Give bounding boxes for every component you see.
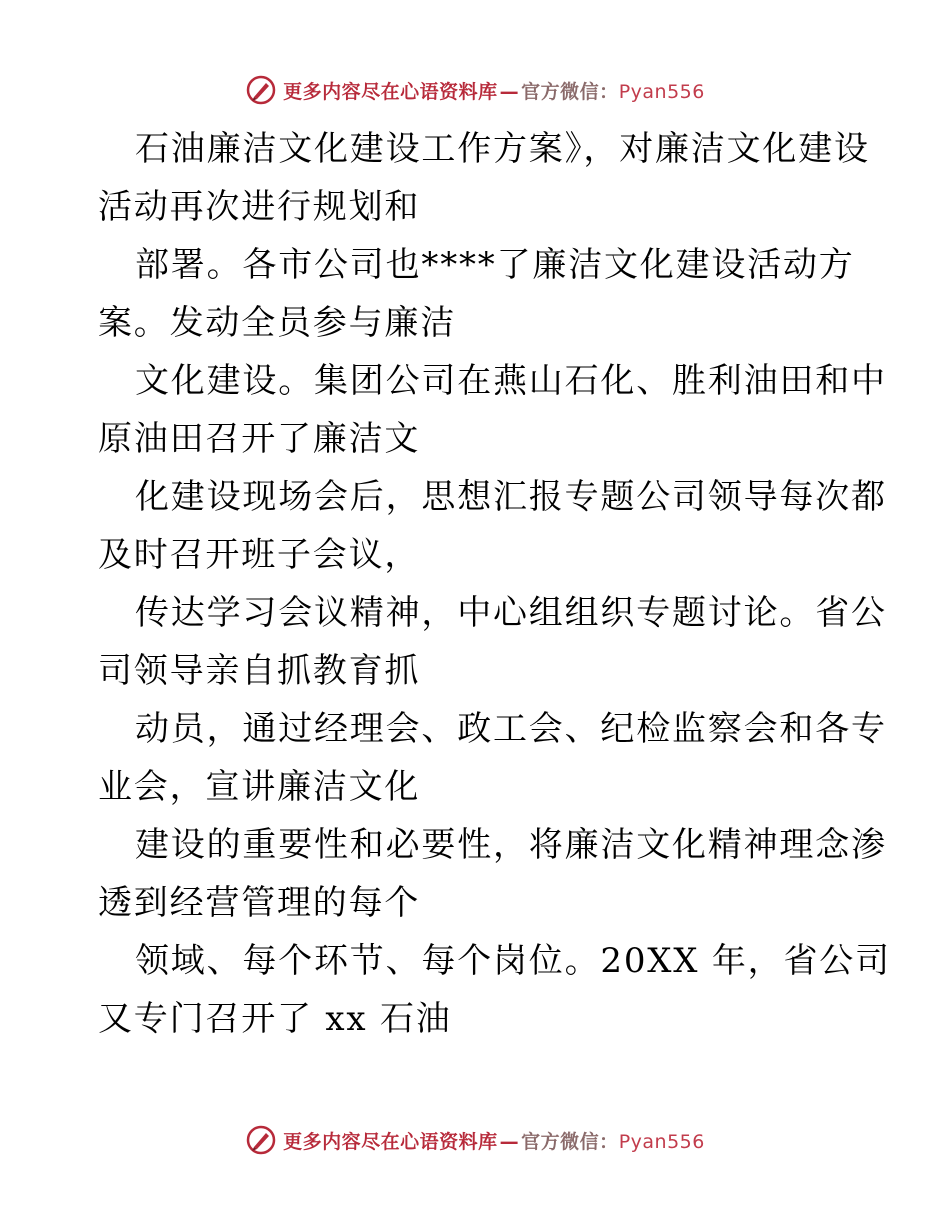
- text-line-2: 活动再次进行规划和: [98, 187, 421, 227]
- pen-logo-icon: [245, 1124, 277, 1156]
- text-line-5: 文化建设。集团公司在燕山石化、胜利油田和中: [135, 361, 887, 401]
- watermark-wechat-id: Pyan556: [618, 1130, 705, 1153]
- text-line-8: 及时召开班子会议，: [98, 535, 421, 575]
- pen-logo-icon: [245, 74, 277, 106]
- watermark-text: [283, 1127, 705, 1154]
- footer-watermark: [0, 1120, 950, 1160]
- watermark-site: 更多内容尽在心语资料库: [283, 80, 498, 103]
- text-line-3: 部署。各市公司也****了廉洁文化建设活动方: [135, 245, 855, 285]
- text-line-6: 原油田召开了廉洁文: [98, 419, 421, 459]
- text-line-15: 领域、每个环节、每个岗位。20XX 年，省公司: [135, 941, 891, 981]
- watermark-wechat-id: Pyan556: [618, 80, 705, 103]
- text-line-11: 动员，通过经理会、政工会、纪检监察会和各专: [135, 709, 887, 749]
- text-line-4: 案。发动全员参与廉洁: [98, 303, 456, 343]
- watermark-wechat-label: 官方微信：: [521, 80, 619, 103]
- watermark-site: 更多内容尽在心语资料库: [283, 1130, 498, 1153]
- watermark-dash: —: [499, 80, 520, 103]
- text-line-1: 石油廉洁文化建设工作方案》，对廉洁文化建设: [135, 129, 870, 169]
- text-line-12: 业会，宣讲廉洁文化: [98, 767, 421, 807]
- watermark-dash: —: [499, 1130, 520, 1153]
- watermark-text: [283, 77, 705, 104]
- text-line-16: 又专门召开了 xx 石油: [98, 999, 452, 1039]
- text-line-9: 传达学习会议精神，中心组组织专题讨论。省公: [135, 593, 887, 633]
- text-line-13: 建设的重要性和必要性，将廉洁文化精神理念渗: [135, 825, 887, 865]
- text-line-7: 化建设现场会后，思想汇报专题公司领导每次都: [135, 477, 887, 517]
- document-body: [98, 120, 891, 1048]
- watermark-wechat-label: 官方微信：: [521, 1130, 619, 1153]
- text-line-10: 司领导亲自抓教育抓: [98, 651, 421, 691]
- header-watermark: [0, 70, 950, 110]
- text-line-14: 透到经营管理的每个: [98, 883, 421, 923]
